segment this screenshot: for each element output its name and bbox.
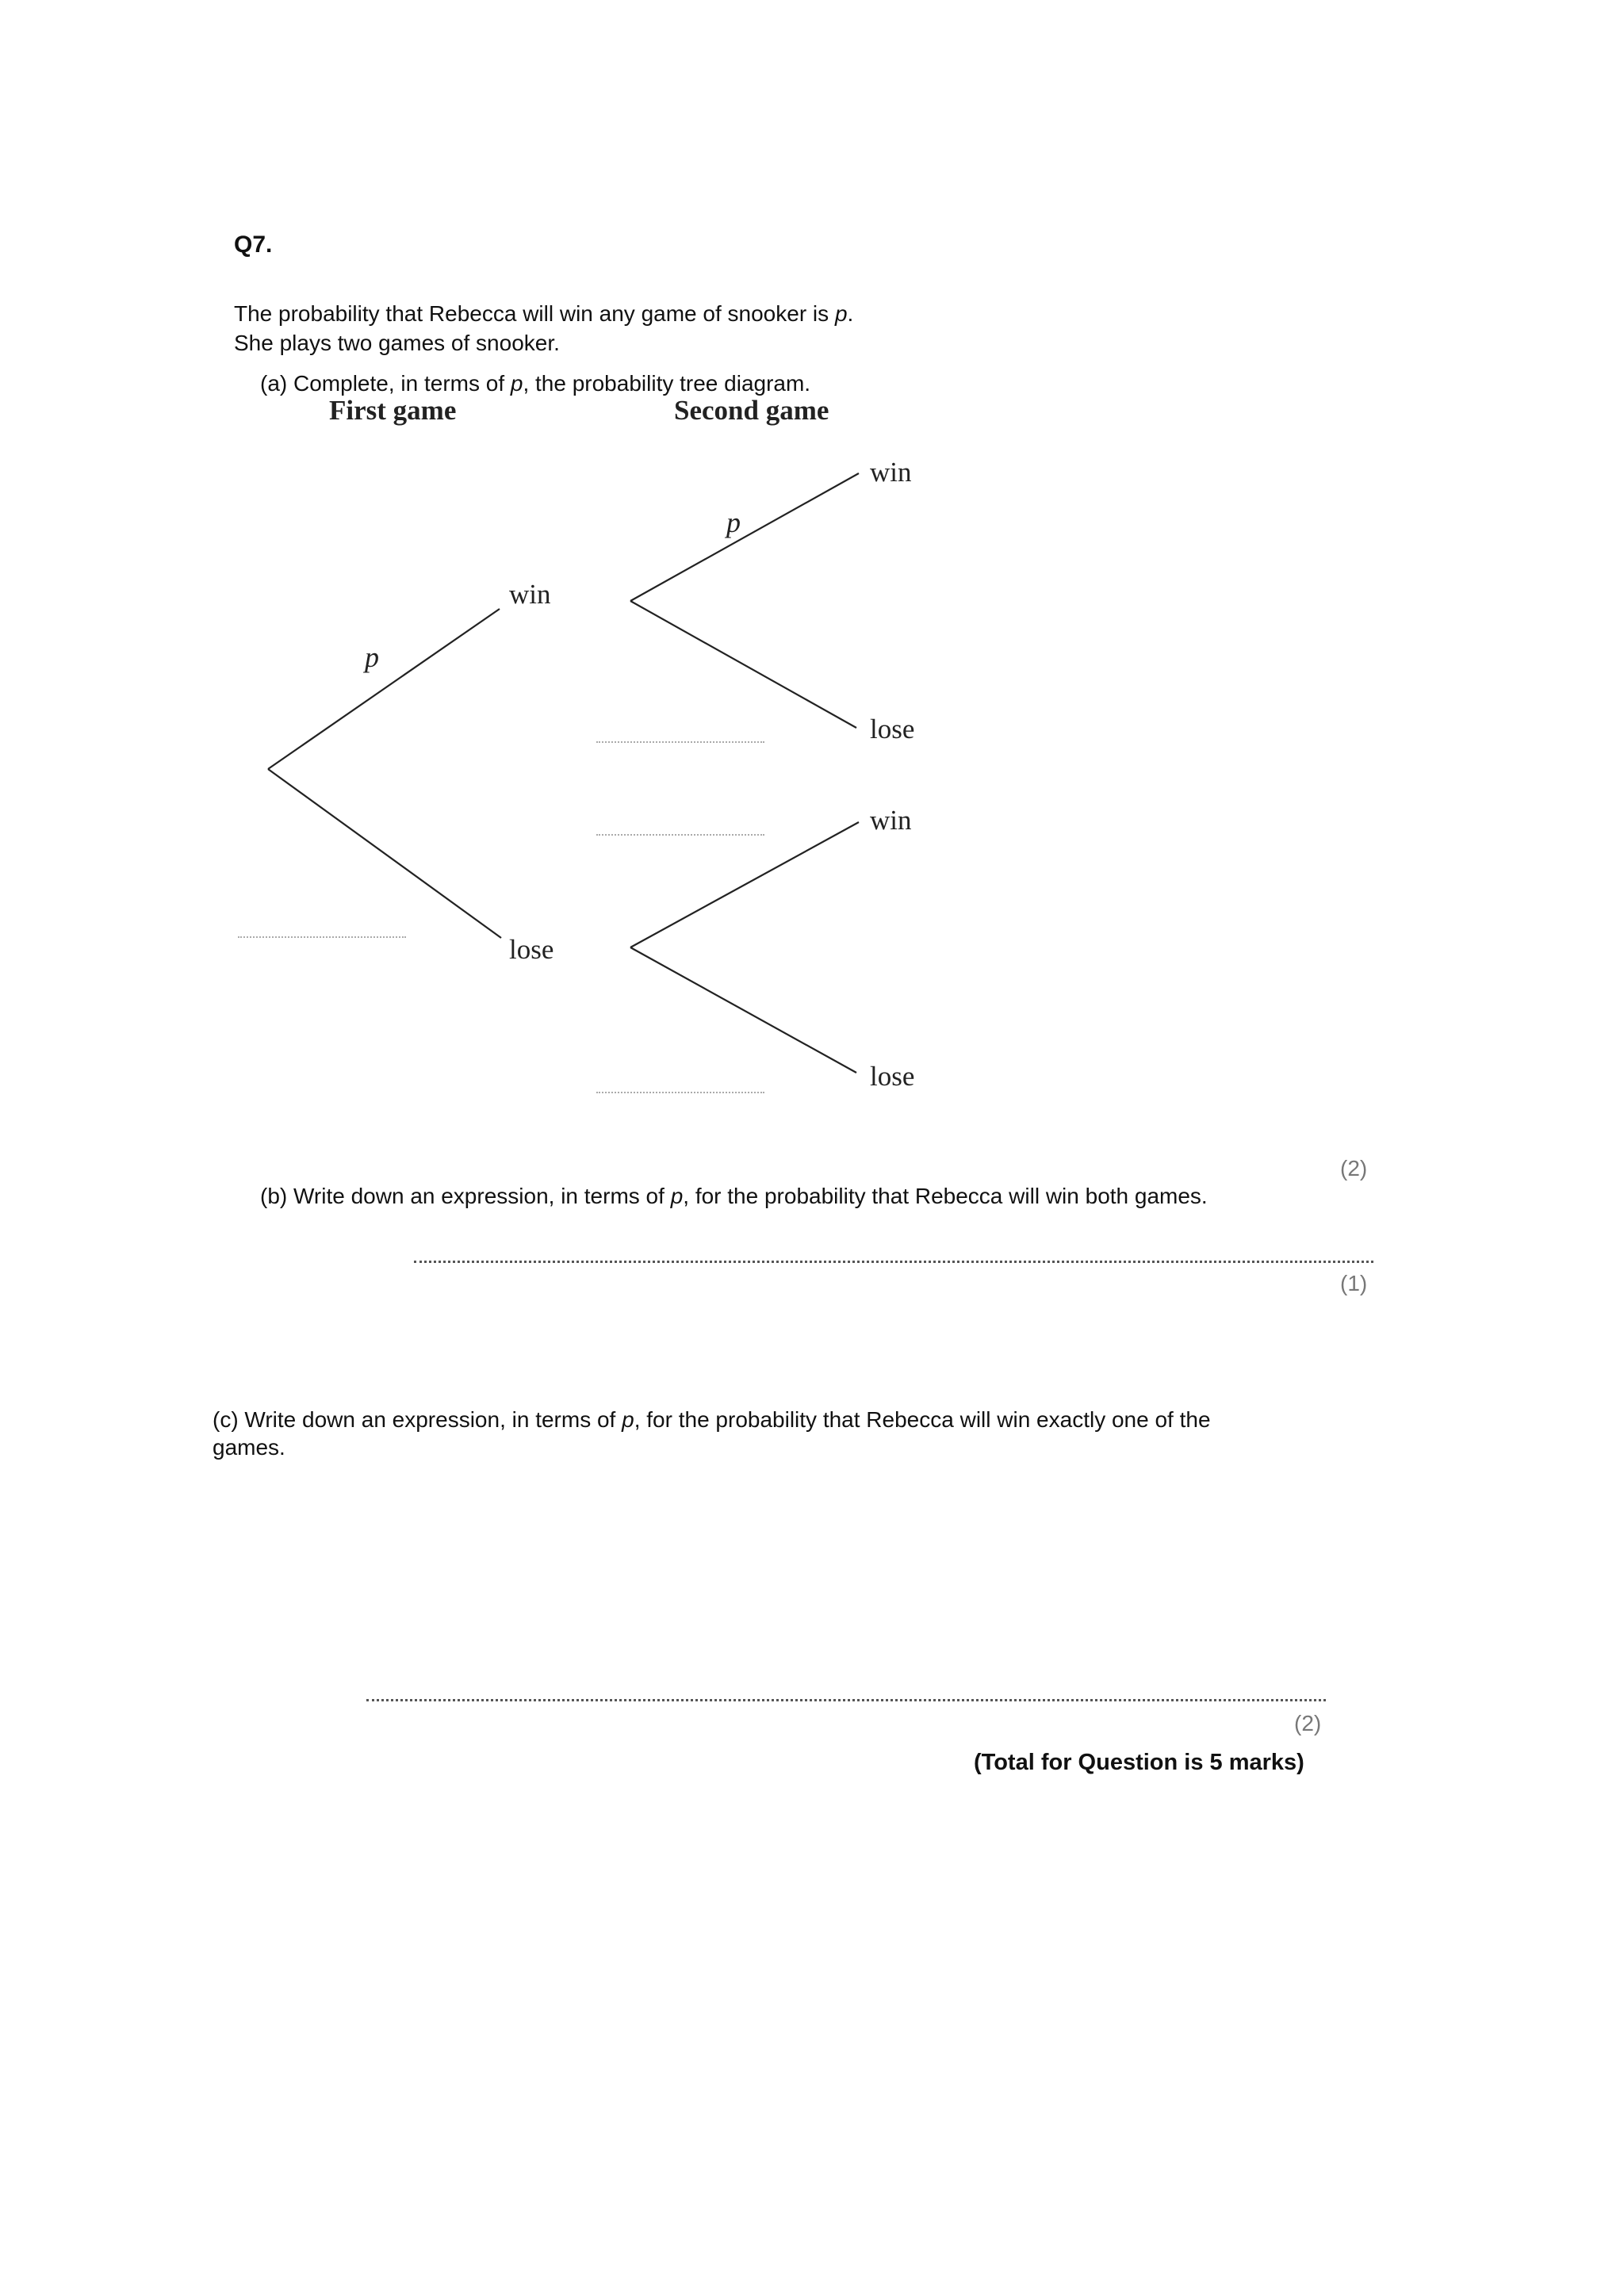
upper-lose-label: lose (870, 714, 915, 744)
upper-win-label: win (870, 457, 912, 488)
part-b-marks: (1) (1340, 1271, 1368, 1295)
branch-lower-win (630, 822, 859, 947)
second-game-heading: Second game (674, 395, 829, 426)
part-c-instruction-line2: games. (213, 1435, 285, 1460)
part-c-prefix: (c) Write down an expression, in terms of (213, 1407, 622, 1432)
lower-win-prob-blank[interactable] (596, 834, 764, 836)
branch-first-lose (268, 769, 501, 938)
question-intro-line2: She plays two games of snooker. (234, 331, 560, 355)
first-win-probability: p (365, 641, 379, 673)
part-b-suffix: , for the probability that Rebecca will win both games. (683, 1184, 1208, 1208)
upper-win-probability: p (726, 507, 741, 538)
intro-text: The probability that Rebecca will win any game of snooker is (234, 301, 835, 326)
part-b-variable: p (670, 1184, 684, 1208)
first-game-heading: First game (329, 395, 457, 426)
branch-lower-lose (630, 947, 856, 1073)
lower-win-label: win (870, 805, 912, 836)
intro-variable: p (834, 301, 848, 326)
part-c-marks: (2) (1294, 1711, 1322, 1735)
intro-text-end: . (847, 301, 854, 326)
part-b-answer-line[interactable] (414, 1261, 1373, 1263)
lower-lose-label: lose (870, 1061, 915, 1092)
part-b-instruction (260, 1184, 1208, 1209)
part-a-prefix: (a) Complete, in terms of (260, 371, 511, 396)
part-a-suffix: , the probability tree diagram. (523, 371, 811, 396)
part-b-prefix: (b) Write down an expression, in terms of (260, 1184, 671, 1208)
part-c-answer-line[interactable] (366, 1699, 1326, 1701)
branch-first-win (268, 609, 500, 769)
branch-upper-lose (630, 601, 856, 728)
part-c-variable: p (622, 1407, 634, 1432)
upper-lose-prob-blank[interactable] (596, 741, 764, 743)
part-a-marks: (2) (1340, 1156, 1368, 1181)
first-lose-prob-blank[interactable] (238, 936, 406, 938)
part-c-suffix: , for the probability that Rebecca will win exactly one of the (634, 1407, 1211, 1432)
part-c-instruction (213, 1407, 1211, 1433)
first-win-label: win (509, 579, 551, 610)
branch-upper-win (630, 473, 859, 601)
part-a-variable: p (510, 371, 523, 396)
first-lose-label: lose (509, 934, 554, 965)
question-total: (Total for Question is 5 marks) (974, 1750, 1304, 1775)
lower-lose-prob-blank[interactable] (596, 1092, 764, 1093)
question-number: Q7. (234, 232, 273, 258)
